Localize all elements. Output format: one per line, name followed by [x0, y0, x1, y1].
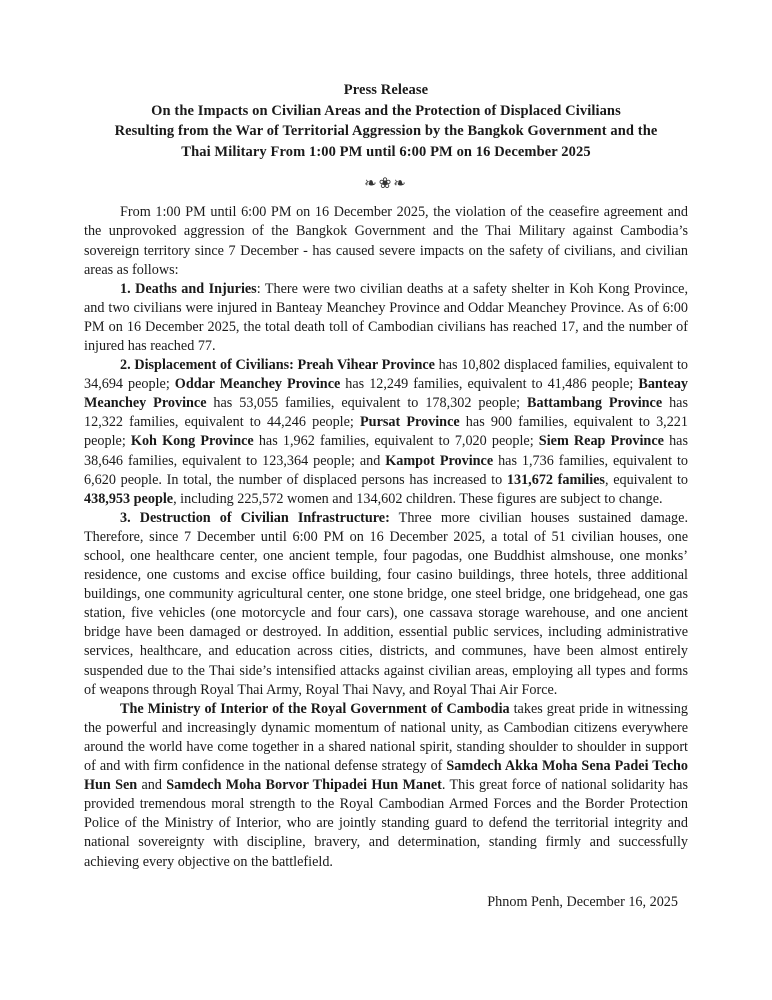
item-2-detail-6: has 38,646 families, equivalent to 123,364 people; and — [84, 433, 688, 469]
item-1-heading: Deaths and Injuries — [135, 280, 257, 297]
item-1-number: 1. — [120, 280, 131, 297]
paragraph-intro — [84, 203, 688, 279]
signoff-line: Phnom Penh, December 16, 2025 — [487, 893, 678, 910]
item-2-province-1: Oddar Meanchey Province — [169, 376, 341, 393]
paragraph-item-3 — [84, 509, 688, 700]
title-line-4: Thai Military From 1:00 PM until 6:00 PM on 16 December 2025 — [181, 143, 591, 160]
item-2-province-4: Pursat Province — [353, 414, 460, 431]
closing-bold-2: Samdech Akka Moha Sena Padei Techo Hun Sen — [84, 758, 688, 794]
document-body — [84, 203, 688, 871]
item-3-number: 3. — [120, 509, 131, 526]
item-2-detail-2: has 53,055 families, equivalent to 178,302 people; — [206, 395, 521, 412]
paragraph-item-2 — [84, 356, 688, 509]
item-2-number: 2. — [120, 357, 131, 374]
item-2-province-6: Siem Reap Province — [533, 433, 664, 450]
item-2-detail-8: , equivalent to — [604, 471, 688, 488]
closing-bold-3: Samdech Moha Borvor Thipadei Hun Manet — [166, 777, 442, 794]
item-2-detail-5: has 1,962 families, equivalent to 7,020 people; — [253, 433, 534, 450]
item-3-heading: Destruction of Civilian Infrastructure: — [139, 509, 390, 526]
closing-lead: The Ministry of Interior of the Royal Government of Cambodia — [120, 700, 510, 717]
item-2-province-8: 131,672 families — [502, 471, 605, 488]
closing-text-3: . This great force of national solidarity has provided tremendous moral strength to the Royal Cambodian Armed Forces and the Border Protection Police of the Ministry of Interior, who are jointly standing guard to defend the territorial integrity and national sovereignty with discipline, bravery, and determination, standing firmly and successfully achieving every objective on the battlefield. — [84, 777, 689, 870]
item-2-province-3: Battambang Province — [520, 395, 663, 412]
paragraph-closing — [84, 700, 688, 872]
item-2-heading: Displacement of Civilians: — [134, 357, 294, 374]
item-2-detail-3: has 12,322 families, equivalent to 44,246 people; — [84, 395, 688, 431]
item-2-detail-9: , including 225,572 women and 134,602 children. These figures are subject to change. — [173, 490, 663, 507]
title-line-3: Resulting from the War of Territorial Aggression by the Bangkok Government and the — [114, 123, 658, 140]
item-2-province-5: Koh Kong Province — [125, 433, 254, 450]
item-2-detail-1: has 12,249 families, equivalent to 41,486 people; — [340, 376, 634, 393]
item-1-text: : There were two civilian deaths at a safety shelter in Koh Kong Province, and two civilians were injured in Banteay Meanchey Province and Oddar Meanchey Province. As of 6:00 PM on 16 December 2025, the total death toll of Cambodian civilians has reached 17, and the number of injured has reached 77. — [84, 280, 689, 354]
item-2-detail-4: has 900 families, equivalent to 3,221 people; — [84, 414, 688, 450]
title-line-2: On the Impacts on Civilian Areas and the Protection of Displaced Civilians — [151, 102, 621, 119]
item-3-text: Three more civilian houses sustained damage. Therefore, since 7 December until 6:00 PM on 16 December 2025, a total of 51 civilian houses, one school, one healthcare center, one ancient temple, four pagodas, one Buddhist almshouse, one monks’ residence, one customs and excise office building, four casino buildings, three hotels, three additional buildings, one community agricultural center, one stone bridge, one steel bridge, one bridgehead, one gas station, five vehicles (one motorcycle and four cars), one cassava storage warehouse, and one ancient bridge have been damaged or destroyed. In addition, essential public services, including administrative services, healthcare, and education across cities, districts, and communes, have been almost entirely suspended due to the Thai side’s intensified attacks against civilian areas, employing all types and forms of weapons through Royal Thai Army, Royal Thai Navy, and Royal Thai Air Force. — [84, 509, 688, 698]
document-title-block — [84, 80, 688, 162]
intro-text: From 1:00 PM until 6:00 PM on 16 December 2025, the violation of the ceasefire agreement and the unprovoked aggression of the Bangkok Government and the Thai Military against Cambodia’s sovereign territory since 7 December - has caused severe impacts on the safety of civilians, and civilian areas as follows: — [84, 204, 688, 278]
item-2-detail-7: has 1,736 families, equivalent to 6,620 people. In total, the number of displaced persons has increased to — [84, 452, 688, 488]
item-2-detail-0: has 10,802 displaced families, equivalent to 34,694 people; — [84, 357, 688, 393]
ornament-divider: ❧❀❧ — [364, 176, 408, 193]
paragraph-item-1 — [84, 280, 688, 356]
item-2-province-9: 438,953 people — [84, 490, 174, 507]
title-line-1: Press Release — [343, 82, 429, 98]
item-2-province-7: Kampot Province — [380, 452, 494, 469]
closing-text-1: takes great pride in witnessing the powerful and increasingly dynamic momentum of national unity, as Cambodian citizens everywhere around the world have come together in a shared national spirit, standing shoulder to shoulder in support of and with firm confidence in the national defense strategy of — [84, 700, 688, 775]
item-2-province-2: Banteay Meanchey Province — [84, 376, 689, 412]
closing-text-2: and — [137, 777, 167, 794]
item-2-province-0: Preah Vihear Province — [293, 357, 435, 374]
item-2-segments — [84, 357, 688, 507]
